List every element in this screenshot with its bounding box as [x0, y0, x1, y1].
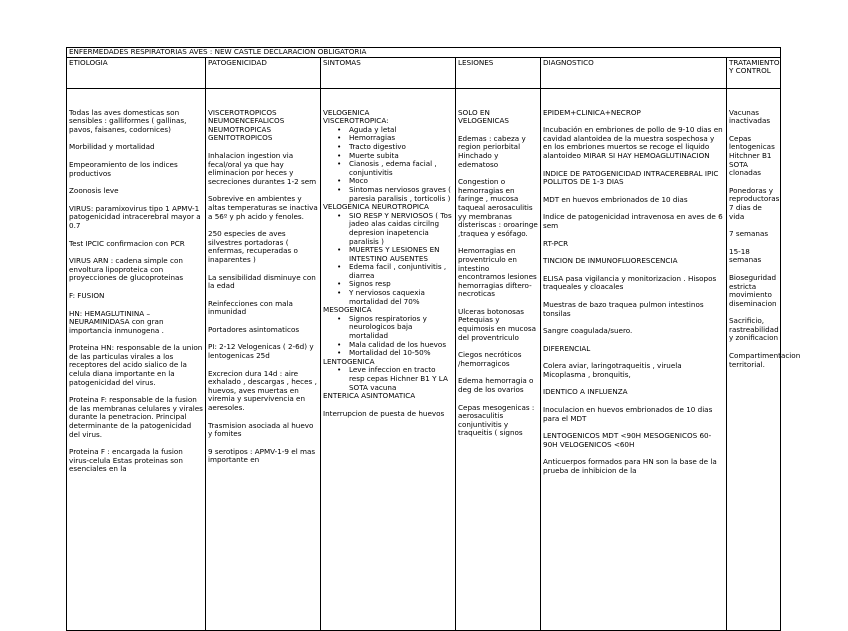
symptom-list	[323, 126, 453, 203]
list-item: • Signos resp	[349, 280, 453, 289]
list-item: • SIO RESP Y NERVIOSOS ( Tos jadeo alas caidas circilng depresion inapetencia paralisis )	[349, 212, 453, 246]
cell-patogenicidad	[206, 88, 321, 630]
paragraph: Inhalacion ingestion via fecal/oral ya que hay eliminacion por heces y secreciones durantes 1-2 sem	[208, 150, 317, 186]
paragraph: Test IPCIC confirmacion con PCR	[69, 238, 185, 248]
paragraph: Reinfecciones con mala inmunidad	[208, 298, 293, 317]
paragraph: DIFERENCIAL	[543, 343, 591, 353]
paragraph: Edemas : cabeza y region periorbital Hinchado y edematoso	[458, 133, 526, 169]
paragraph: Proteina F: responsable de la fusion de las membranas celulares y virales durante la penetracion. Principal determinante de la patogenicidad del virus.	[69, 395, 203, 439]
paragraph: PI: 2-12 Velogenicas ( 2-6d) y lentogenicas 25d	[208, 342, 314, 361]
paragraph: RT-PCR	[543, 238, 569, 248]
section-heading: MESOGENICA	[323, 305, 372, 315]
cell-sintomas	[321, 88, 456, 630]
cell-diagnostico	[541, 88, 727, 630]
list-item: • MUERTES Y LESIONES EN INTESTINO AUSENTES	[349, 246, 453, 263]
cell-tratamiento	[727, 88, 801, 630]
paragraph: Proteina F : encargada la fusion virus-celula Estas proteinas son esenciales en la	[69, 447, 183, 474]
paragraph: Muestras de bazo traquea pulmon intestinos tonsilas	[543, 299, 704, 318]
cell-etiologia	[67, 88, 206, 630]
list-item: • Mortalidad del 10-50%	[349, 349, 453, 358]
list-item: • Mala calidad de los huevos	[349, 341, 453, 350]
paragraph: Indice de patogenicidad intravenosa en aves de 6 sem	[543, 212, 723, 230]
paragraph: TINCION DE INMUNOFLUORESCENCIA	[543, 256, 678, 266]
paragraph: Bioseguridad estricta movimiento diseminacion	[729, 272, 777, 308]
list-item: • Muerte subita	[349, 152, 453, 161]
paragraph: Edema hemorragia o deg de los ovarios	[458, 376, 534, 395]
cell-lesiones	[456, 88, 541, 630]
list-item: • Leve infeccion en tracto resp cepas Hichner B1 Y LA SOTA vacuna	[349, 366, 453, 392]
section-heading: ENTERICA ASINTOMATICA	[323, 391, 416, 401]
list-item: • Hemorragias	[349, 134, 453, 143]
paragraph: VIRUS: paramixovirus tipo 1 APMV-1 patogenicidad intracerebral mayor a 0.7	[69, 203, 201, 230]
paragraph: Todas las aves domesticas son sensibles : galliformes ( gallinas, pavos, faisanes, codornices)	[69, 107, 187, 134]
paragraph: Hemorragias en proventriculo en intestino encontramos lesiones hemorragias diftero-necroticas	[458, 246, 537, 299]
paragraph: Portadores asintomaticos	[208, 324, 300, 334]
list-item: • Y nerviosos caquexia mortalidad del 70%	[349, 289, 453, 306]
paragraph: IDENTICO A INFLUENZA	[543, 387, 628, 397]
section-heading: VELOGENICA NEUROTROPICA	[323, 202, 429, 212]
list-item: • Tracto digestivo	[349, 143, 453, 152]
paragraph: Vacunas inactivadas	[729, 107, 771, 126]
paragraph: Sacrificio, rastreabilidad y zonificacion	[729, 316, 779, 343]
paragraph: Cepas lentogenicas Hitchner B1 SOTA clonadas	[729, 133, 775, 178]
paragraph: 7 semanas	[729, 229, 769, 239]
symptom-list	[323, 366, 453, 392]
paragraph: VISCEROTROPICOS NEUMOENCEFALICOS NEUMOTROPICAS GENITOTROPICOS	[208, 107, 285, 143]
paragraph: 250 especies de aves silvestres portadoras ( enfermas, recuperadas o inaparentes )	[208, 229, 298, 264]
paragraph: Cepas mesogenicas : aerosaculitis conjuntivitis y traqueitis ( signos	[458, 402, 535, 438]
table-title: ENFERMEDADES RESPIRATORIAS AVES : NEW CASTLE DECLARACION OBLIGATORIA	[67, 48, 781, 58]
paragraph: Ciegos necróticos /hemorragicos	[458, 350, 522, 368]
paragraph: Interrupcion de puesta de huevos	[323, 408, 445, 418]
paragraph: ELISA pasa vigilancia y monitorizacion . Hisopos traqueales y cloacales	[543, 273, 717, 292]
header-etiologia: ETIOLOGIA	[67, 57, 206, 88]
paragraph: La sensibilidad disminuye con la edad	[208, 272, 316, 291]
header-patogenicidad: PATOGENICIDAD	[206, 57, 321, 88]
paragraph: Congestion o hemorragias en faringe , mucosa taqueal aerosaculitis yy membranas disteriscas : oroaringe ,traquea y esófago.	[458, 177, 538, 238]
paragraph: MDT en huevos embrionados de 10 dias	[543, 194, 688, 204]
paragraph: Compartimentacion territorial.	[729, 351, 801, 369]
paragraph: Zoonosis leve	[69, 186, 119, 196]
list-item: • Cianosis , edema facial , conjuntivitis	[349, 160, 453, 177]
disease-table	[66, 47, 801, 631]
paragraph: HN: HEMAGLUTININA – NEURAMINIDASA con gran importancia inmunogena .	[69, 308, 164, 335]
section-subheading: VISCEROTROPICA:	[323, 116, 389, 126]
paragraph: INDICE DE PATOGENICIDAD INTRACEREBRAL IPIC POLLITOS DE 1-3 DIAS	[543, 168, 719, 187]
paragraph: LENTOGENICOS MDT <90H MESOGENICOS 60-90H VELOGENICOS <60H	[543, 431, 712, 449]
paragraph: Colera aviar, laringotraqueitis , viruela Micoplasma , bronquitis,	[543, 361, 682, 379]
paragraph: EPIDEM+CLINICA+NECROP	[543, 107, 641, 117]
paragraph: Proteina HN: responsable de la union de las particulas virales a los receptores del acido sialico de la celula diana importante en la patogenicidad del virus.	[69, 343, 203, 387]
symptom-list	[323, 315, 453, 358]
header-lesiones: LESIONES	[456, 57, 541, 88]
section-heading: LENTOGENICA	[323, 356, 375, 366]
paragraph: VIRUS ARN : cadena simple con envoltura lipoproteica con proyecciones de glucoproteinas	[69, 256, 184, 283]
paragraph: 15-18 semanas	[729, 246, 762, 265]
paragraph: Inoculacion en huevos embrionados de 10 dias para el MDT	[543, 405, 713, 423]
paragraph: Morbilidad y mortalidad	[69, 142, 155, 152]
paragraph: Empeoramiento de los indices productivos	[69, 159, 178, 178]
paragraph: Sobrevive en ambientes y altas temperaturas se inactiva a 56º y ph acido y fenoles.	[208, 194, 318, 221]
symptom-list	[323, 212, 453, 307]
paragraph: Ulceras botonosas Petequias y equimosis en mucosa del proventriculo	[458, 306, 537, 342]
paragraph: Incubación en embriones de pollo de 9-10 dias en cavidad alantoidea de la muestra sospechosa y en los embriones muertos se recoge el liquido alantoideo MIRAR SI HAY HEMOAGLUTINACION	[543, 125, 723, 160]
section-heading: VELOGENICA	[323, 107, 370, 117]
list-item: • Edema facil , conjuntivitis , diarrea	[349, 263, 453, 280]
paragraph: Sangre coagulada/suero.	[543, 326, 633, 336]
paragraph: Anticuerpos formados para HN son la base de la prueba de inhibicion de la	[543, 457, 717, 476]
header-sintomas: SINTOMAS	[321, 57, 456, 88]
list-item: • Aguda y letal	[349, 126, 453, 135]
paragraph: SOLO EN VELOGENICAS	[458, 107, 509, 126]
list-item: • Sintomas nerviosos graves ( paresia paralisis , torticolis )	[349, 186, 453, 203]
list-item: • Signos respiratorios y neurologicos baja mortalidad	[349, 315, 453, 341]
paragraph: Trasmision asociada al huevo y fomites	[208, 420, 314, 439]
list-item: • Moco	[349, 177, 453, 186]
paragraph: Ponedoras y reproductoras 7 dias de vida	[729, 185, 780, 221]
header-diagnostico: DIAGNOSTICO	[541, 57, 727, 88]
header-tratamiento: TRATAMIENTO Y CONTROL	[727, 57, 781, 88]
paragraph: 9 serotipos : APMV-1-9 el mas importante en	[208, 446, 316, 465]
paragraph: F: FUSION	[69, 290, 105, 300]
paragraph: Excrecion dura 14d : aire exhalado , descargas , heces , huevos, aves muertas en viremia y supervivencia en aeresoles.	[208, 368, 317, 413]
